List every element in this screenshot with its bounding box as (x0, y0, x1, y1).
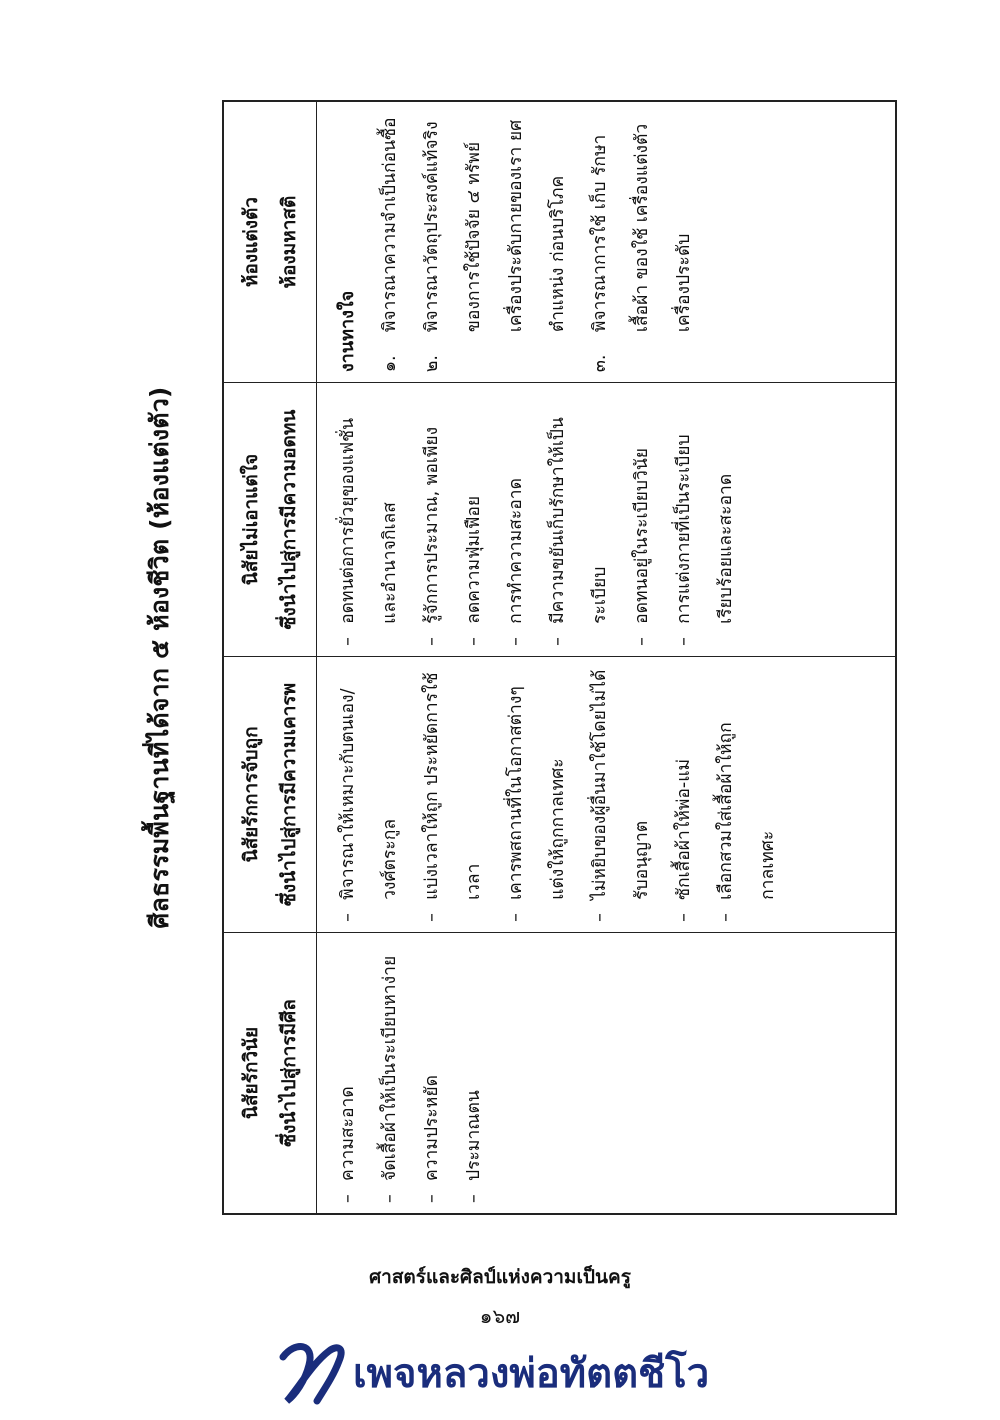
list-item: –ความสะอาด (338, 1086, 358, 1203)
list-item: –มีความขยันเก็บรักษาให้เป็นระเบียบ (548, 417, 610, 646)
cell-subtitle: งานทางใจ (337, 290, 358, 373)
list-item: –รู้จักการประมาณ, พอเพียง (422, 426, 442, 646)
list-item: –จัดเสื้อผ้าให้เป็นระเบียบหาง่าย (380, 955, 400, 1203)
header-line1: ห้องแต่งตัว (240, 197, 262, 288)
list-item: –เลือกสวมใส่เสื้อผ้าให้ถูกกาลเทศะ (716, 722, 778, 922)
header-line2: ซึ่งนำไปสู่การมีความอดทน (278, 409, 300, 630)
list-item: –เคารพสถานที่ในโอกาสต่างๆ แต่งให้ถูกกาลเทศะ (506, 686, 568, 922)
numbered-item: ๓.พิจารณาการใช้ เก็บ รักษาเสื้อผ้า ของใช้ เครื่องแต่งตัว เครื่องประดับ (590, 123, 694, 373)
cell-respect (317, 656, 897, 932)
numbered-item: ๒.พิจารณาวัตถุประสงค์แท้จริงของการใช้ปัจจัย ๔ ทรัพย์ เครื่องประดับกายของเรา ยศ ตำแหน่ง ก่อนบริโภค (422, 119, 568, 373)
header-line1: นิสัยไม่เอาแต่ใจ (240, 453, 262, 586)
virtue-table (222, 100, 897, 1215)
list-item: –ประมาณตน (464, 1090, 484, 1203)
swoosh-logo-icon (265, 1335, 360, 1410)
column-header-patience (223, 383, 317, 657)
column-header-discipline (223, 932, 317, 1214)
list-item: –พิจารณาให้เหมาะกับตนเอง/วงศ์ตระกูล (338, 688, 400, 922)
header-line2: ซึ่งนำไปสู่การมีศีล (278, 999, 300, 1147)
list-item: –ไม่หยิบของผู้อื่นมาใช้โดยไม่ได้รับอนุญาต (590, 669, 652, 922)
book-title: ศาสตร์และศิลป์แห่งความเป็นครู (369, 1266, 631, 1288)
list-item: –ความประหยัด (422, 1075, 442, 1203)
page-logo (265, 1335, 735, 1410)
list-item: –อดทนต่อการยั่วยุของแฟชั่น และอำนาจกิเลส (338, 417, 400, 646)
logo-text: เพจหลวงพ่อทัตตชีโว (353, 1350, 710, 1397)
header-line1: นิสัยรักวินัย (240, 1026, 262, 1120)
list-item: –ซักเสื้อผ้าให้พ่อ-แม่ (674, 758, 694, 922)
rotated-table-region (145, 100, 897, 1215)
column-header-dressing-room (223, 101, 317, 383)
column-header-respect (223, 656, 317, 932)
header-line2: ซึ่งนำไปสู่การมีความเคารพ (278, 682, 300, 906)
header-line1: นิสัยรักการจับถูก (240, 726, 262, 863)
list-item: –แบ่งเวลาให้ถูก ประหยัดการใช้เวลา (422, 672, 484, 922)
cell-discipline (317, 932, 897, 1214)
page-number: ๑๖๗ (479, 1304, 521, 1328)
list-item: –ลดความฟุ่มเฟือย (464, 495, 484, 646)
numbered-item: ๑.พิจารณาความจำเป็นก่อนซื้อ (380, 117, 400, 373)
cell-dressing-room (317, 101, 897, 383)
table-title: ศีลธรรมพื้นฐานที่ได้จาก ๕ ห้องชีวิต (ห้องแต่งตัว) (145, 386, 174, 929)
list-item: –การแต่งกายที่เป็นระเบียบเรียบร้อยและสะอาด (674, 434, 736, 646)
header-line2: ห้องมหาสติ (278, 195, 300, 289)
list-item: –อดทนอยู่ในระเบียบวินัย (632, 447, 652, 646)
list-item: –การทำความสะอาด (506, 478, 526, 646)
cell-patience (317, 383, 897, 657)
